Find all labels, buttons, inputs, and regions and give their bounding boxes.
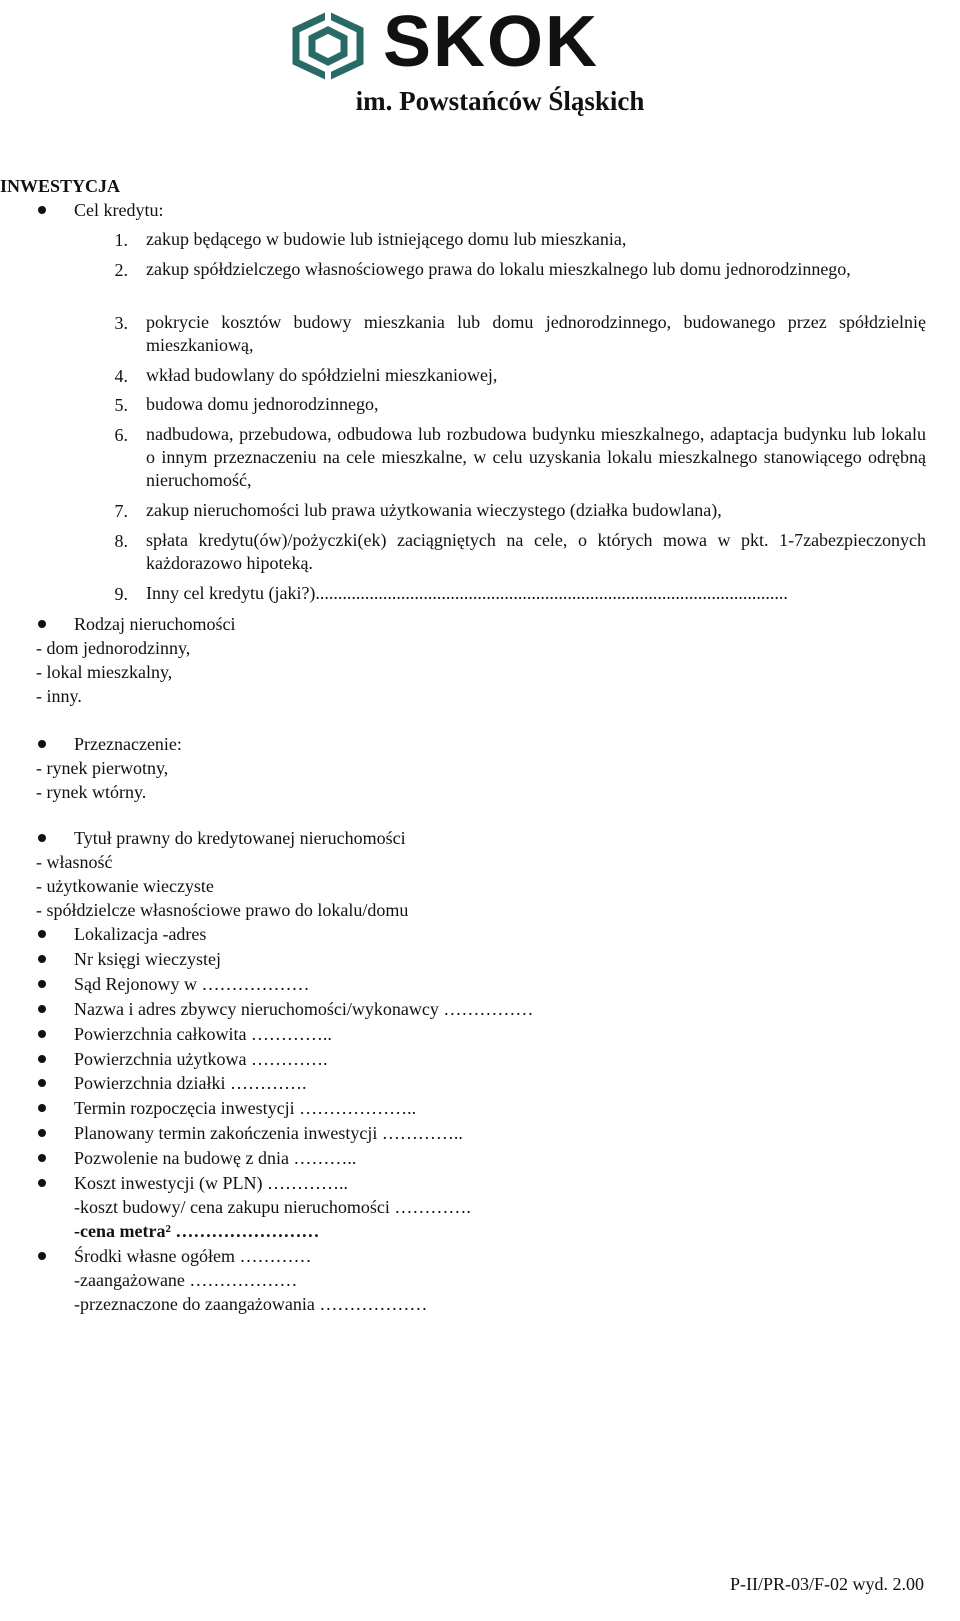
item-number: 2. — [114, 260, 128, 280]
skok-logo — [288, 2, 648, 86]
item-number: 8. — [114, 531, 128, 551]
bullet-icon — [38, 740, 46, 748]
item-text: spłata kredytu(ów)/pożyczki(ek) zaciągniętych na cele, o których mowa w pkt. 1-7zabezpieczonych każdorazowo hipoteką. — [146, 530, 926, 573]
bullet-icon — [38, 620, 46, 628]
field-label: Planowany termin zakończenia inwestycji ………….. — [74, 1123, 463, 1143]
bullet-icon — [38, 980, 46, 988]
bullet-icon — [38, 1179, 46, 1187]
field-label: Środki własne ogółem ………… — [74, 1246, 312, 1266]
tytul-label: Tytuł prawny do kredytowanej nieruchomości — [74, 828, 406, 848]
field-label: Nr księgi wieczystej — [74, 949, 221, 969]
option-text: - dom jednorodzinny, — [36, 638, 191, 658]
item-number: 6. — [114, 425, 128, 445]
item-text: zakup będącego w budowie lub istniejącego domu lub mieszkania, — [146, 229, 627, 249]
item-text: Inny cel kredytu (jaki?)......................................................................................................... — [146, 583, 788, 603]
cel-kredytu-label: Cel kredytu: — [74, 200, 164, 220]
bullet-icon — [38, 1252, 46, 1260]
option-text: - lokal mieszkalny, — [36, 662, 173, 682]
bullet-icon — [38, 1129, 46, 1137]
item-number: 3. — [114, 313, 128, 333]
option-text: - użytkowanie wieczyste — [36, 876, 214, 896]
field-label: Nazwa i adres zbywcy nieruchomości/wykonawcy …………… — [74, 999, 534, 1019]
bullet-icon — [38, 1055, 46, 1063]
item-text: budowa domu jednorodzinnego, — [146, 394, 379, 414]
option-text: - rynek wtórny. — [36, 782, 147, 802]
bullet-icon — [38, 1154, 46, 1162]
item-text: pokrycie kosztów budowy mieszkania lub domu jednorodzinnego, budowanego przez spółdzielnię mieszkaniową, — [146, 312, 926, 355]
field-label: Koszt inwestycji (w PLN) ………….. — [74, 1173, 348, 1193]
field-label: Sąd Rejonowy w ……………… — [74, 974, 310, 994]
bullet-icon — [38, 955, 46, 963]
option-text: - własność — [36, 852, 113, 872]
rodzaj-label: Rodzaj nieruchomości — [74, 614, 236, 634]
koszt-budowy-label: -koszt budowy/ cena zakupu nieruchomości …………. — [74, 1197, 471, 1217]
przeznaczone-label: -przeznaczone do zaangażowania ……………… — [74, 1294, 428, 1314]
logo-text: SKOK — [383, 2, 600, 82]
item-text: nadbudowa, przebudowa, odbudowa lub rozbudowa budynku mieszkalnego, adaptacja budynku lub lokalu o innym przeznaczeniu na cele mieszkalne, w celu uzyskania lokalu mieszkalnego stanowiącego odrębną nieruchomość, — [146, 424, 926, 490]
field-label: Powierzchnia działki …………. — [74, 1073, 307, 1093]
option-text: - inny. — [36, 686, 82, 706]
bullet-icon — [38, 1030, 46, 1038]
subtitle: im. Powstańców Śląskich — [355, 86, 645, 116]
zaangazowane-label: -zaangażowane ……………… — [74, 1270, 298, 1290]
item-number: 4. — [114, 366, 128, 386]
bullet-icon — [38, 1079, 46, 1087]
bullet-icon — [38, 930, 46, 938]
bullet-icon — [38, 1005, 46, 1013]
option-text: - rynek pierwotny, — [36, 758, 169, 778]
bullet-icon — [38, 834, 46, 842]
item-text: wkład budowlany do spółdzielni mieszkaniowej, — [146, 365, 498, 385]
item-number: 7. — [114, 501, 128, 521]
item-text: zakup spółdzielczego własnościowego prawa do lokalu mieszkalnego lub domu jednorodzinnego, — [146, 259, 851, 279]
item-number: 5. — [114, 395, 128, 415]
item-text: zakup nieruchomości lub prawa użytkowania wieczystego (działka budowlana), — [146, 500, 722, 520]
section-title: INWESTYCJA — [0, 176, 121, 196]
field-label: Termin rozpoczęcia inwestycji ……………….. — [74, 1098, 417, 1118]
option-text: - spółdzielcze własnościowe prawo do lokalu/domu — [36, 900, 409, 920]
field-label: Pozwolenie na budowę z dnia ……….. — [74, 1148, 357, 1168]
item-number: 1. — [114, 230, 128, 250]
bullet-icon — [38, 1104, 46, 1112]
bullet-icon — [38, 206, 46, 214]
field-label: Lokalizacja -adres — [74, 924, 207, 944]
cena-metra-label: -cena metra² …………………… — [74, 1221, 320, 1241]
document-code: P-II/PR-03/F-02 wyd. 2.00 — [729, 1574, 924, 1594]
item-number: 9. — [114, 584, 128, 604]
field-label: Powierzchnia całkowita ………….. — [74, 1024, 332, 1044]
przeznaczenie-label: Przeznaczenie: — [74, 734, 182, 754]
skok-emblem-icon — [288, 10, 368, 82]
field-label: Powierzchnia użytkowa …………. — [74, 1049, 328, 1069]
